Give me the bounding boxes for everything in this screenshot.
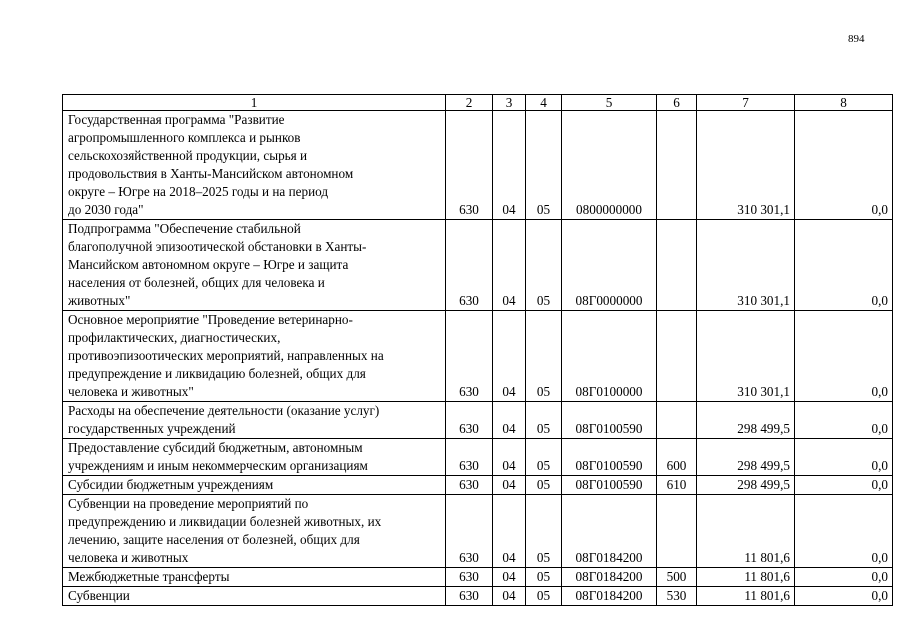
cell-grbs: 630: [446, 587, 493, 606]
row-name: Основное мероприятие "Проведение ветеринарно- профилактических, диагностических, противоэпизоотических мероприятий, направленных на предупреждение и ликвидацию болезней, общих для человека и животных": [63, 311, 446, 402]
row-name: Субвенции на проведение мероприятий по предупреждению и ликвидации болезней животных, их лечению, защите населения от болезней, общих для человека и животных: [63, 495, 446, 568]
cell-amount: 310 301,1: [697, 311, 795, 402]
cell-expense-type: [657, 311, 697, 402]
cell-grbs: 630: [446, 568, 493, 587]
table-row: [63, 476, 893, 495]
cell-amount: 298 499,5: [697, 476, 795, 495]
page-number: 894: [848, 33, 865, 45]
col-header: 8: [795, 95, 893, 111]
cell-target: 08Г0184200: [562, 495, 657, 568]
table-row: [63, 111, 893, 220]
row-name: Межбюджетные трансферты: [63, 568, 446, 587]
row-name: Субвенции: [63, 587, 446, 606]
cell-target: 08Г0100590: [562, 402, 657, 439]
cell-section: 04: [493, 220, 526, 311]
cell-target: 08Г0100590: [562, 439, 657, 476]
cell-amount: 298 499,5: [697, 439, 795, 476]
cell-expense-type: 500: [657, 568, 697, 587]
cell-subsection: 05: [526, 311, 562, 402]
cell-grbs: 630: [446, 402, 493, 439]
cell-subsection: 05: [526, 111, 562, 220]
cell-expense-type: [657, 220, 697, 311]
cell-grbs: 630: [446, 476, 493, 495]
cell-target: 0800000000: [562, 111, 657, 220]
cell-amount-federal: 0,0: [795, 220, 893, 311]
cell-section: 04: [493, 311, 526, 402]
cell-grbs: 630: [446, 495, 493, 568]
cell-expense-type: [657, 402, 697, 439]
cell-amount: 298 499,5: [697, 402, 795, 439]
cell-amount-federal: 0,0: [795, 111, 893, 220]
col-header: 1: [63, 95, 446, 111]
cell-amount-federal: 0,0: [795, 476, 893, 495]
cell-amount-federal: 0,0: [795, 587, 893, 606]
cell-expense-type: [657, 495, 697, 568]
cell-subsection: 05: [526, 402, 562, 439]
row-name: Государственная программа "Развитие агропромышленного комплекса и рынков сельскохозяйственной продукции, сырья и продовольствия в Ханты-Мансийском автономном округе – Югре на 2018–2025 годы и на период до 2030 года": [63, 111, 446, 220]
col-header: 6: [657, 95, 697, 111]
cell-amount-federal: 0,0: [795, 568, 893, 587]
col-header: 7: [697, 95, 795, 111]
cell-amount-federal: 0,0: [795, 311, 893, 402]
row-name: Предоставление субсидий бюджетным, автономным учреждениям и иным некоммерческим организациям: [63, 439, 446, 476]
cell-subsection: 05: [526, 220, 562, 311]
cell-section: 04: [493, 587, 526, 606]
cell-section: 04: [493, 111, 526, 220]
cell-expense-type: 600: [657, 439, 697, 476]
cell-amount-federal: 0,0: [795, 495, 893, 568]
table-row: [63, 568, 893, 587]
cell-section: 04: [493, 568, 526, 587]
table-row: [63, 587, 893, 606]
col-header: 3: [493, 95, 526, 111]
cell-target: 08Г0100590: [562, 476, 657, 495]
budget-table: [62, 94, 893, 606]
col-header: 5: [562, 95, 657, 111]
cell-target: 08Г0100000: [562, 311, 657, 402]
cell-section: 04: [493, 495, 526, 568]
cell-grbs: 630: [446, 111, 493, 220]
cell-expense-type: [657, 111, 697, 220]
cell-grbs: 630: [446, 311, 493, 402]
cell-subsection: 05: [526, 476, 562, 495]
cell-amount: 310 301,1: [697, 111, 795, 220]
cell-grbs: 630: [446, 220, 493, 311]
cell-expense-type: 530: [657, 587, 697, 606]
cell-section: 04: [493, 439, 526, 476]
col-header: 2: [446, 95, 493, 111]
cell-subsection: 05: [526, 495, 562, 568]
cell-subsection: 05: [526, 587, 562, 606]
row-name: Подпрограмма "Обеспечение стабильной благополучной эпизоотической обстановки в Ханты- Мансийском автономном округе – Югре и защита населения от болезней, общих для человека и животных": [63, 220, 446, 311]
cell-target: 08Г0000000: [562, 220, 657, 311]
col-header: 4: [526, 95, 562, 111]
cell-amount: 11 801,6: [697, 568, 795, 587]
cell-amount-federal: 0,0: [795, 402, 893, 439]
cell-target: 08Г0184200: [562, 568, 657, 587]
table-row: [63, 402, 893, 439]
cell-amount: 310 301,1: [697, 220, 795, 311]
cell-section: 04: [493, 476, 526, 495]
row-name: Расходы на обеспечение деятельности (оказание услуг) государственных учреждений: [63, 402, 446, 439]
cell-grbs: 630: [446, 439, 493, 476]
table-row: [63, 311, 893, 402]
cell-section: 04: [493, 402, 526, 439]
table-row: [63, 439, 893, 476]
header-row: [63, 95, 893, 111]
cell-target: 08Г0184200: [562, 587, 657, 606]
cell-amount: 11 801,6: [697, 495, 795, 568]
row-name: Субсидии бюджетным учреждениям: [63, 476, 446, 495]
cell-subsection: 05: [526, 439, 562, 476]
cell-amount-federal: 0,0: [795, 439, 893, 476]
cell-amount: 11 801,6: [697, 587, 795, 606]
table-row: [63, 220, 893, 311]
cell-subsection: 05: [526, 568, 562, 587]
cell-expense-type: 610: [657, 476, 697, 495]
table-row: [63, 495, 893, 568]
